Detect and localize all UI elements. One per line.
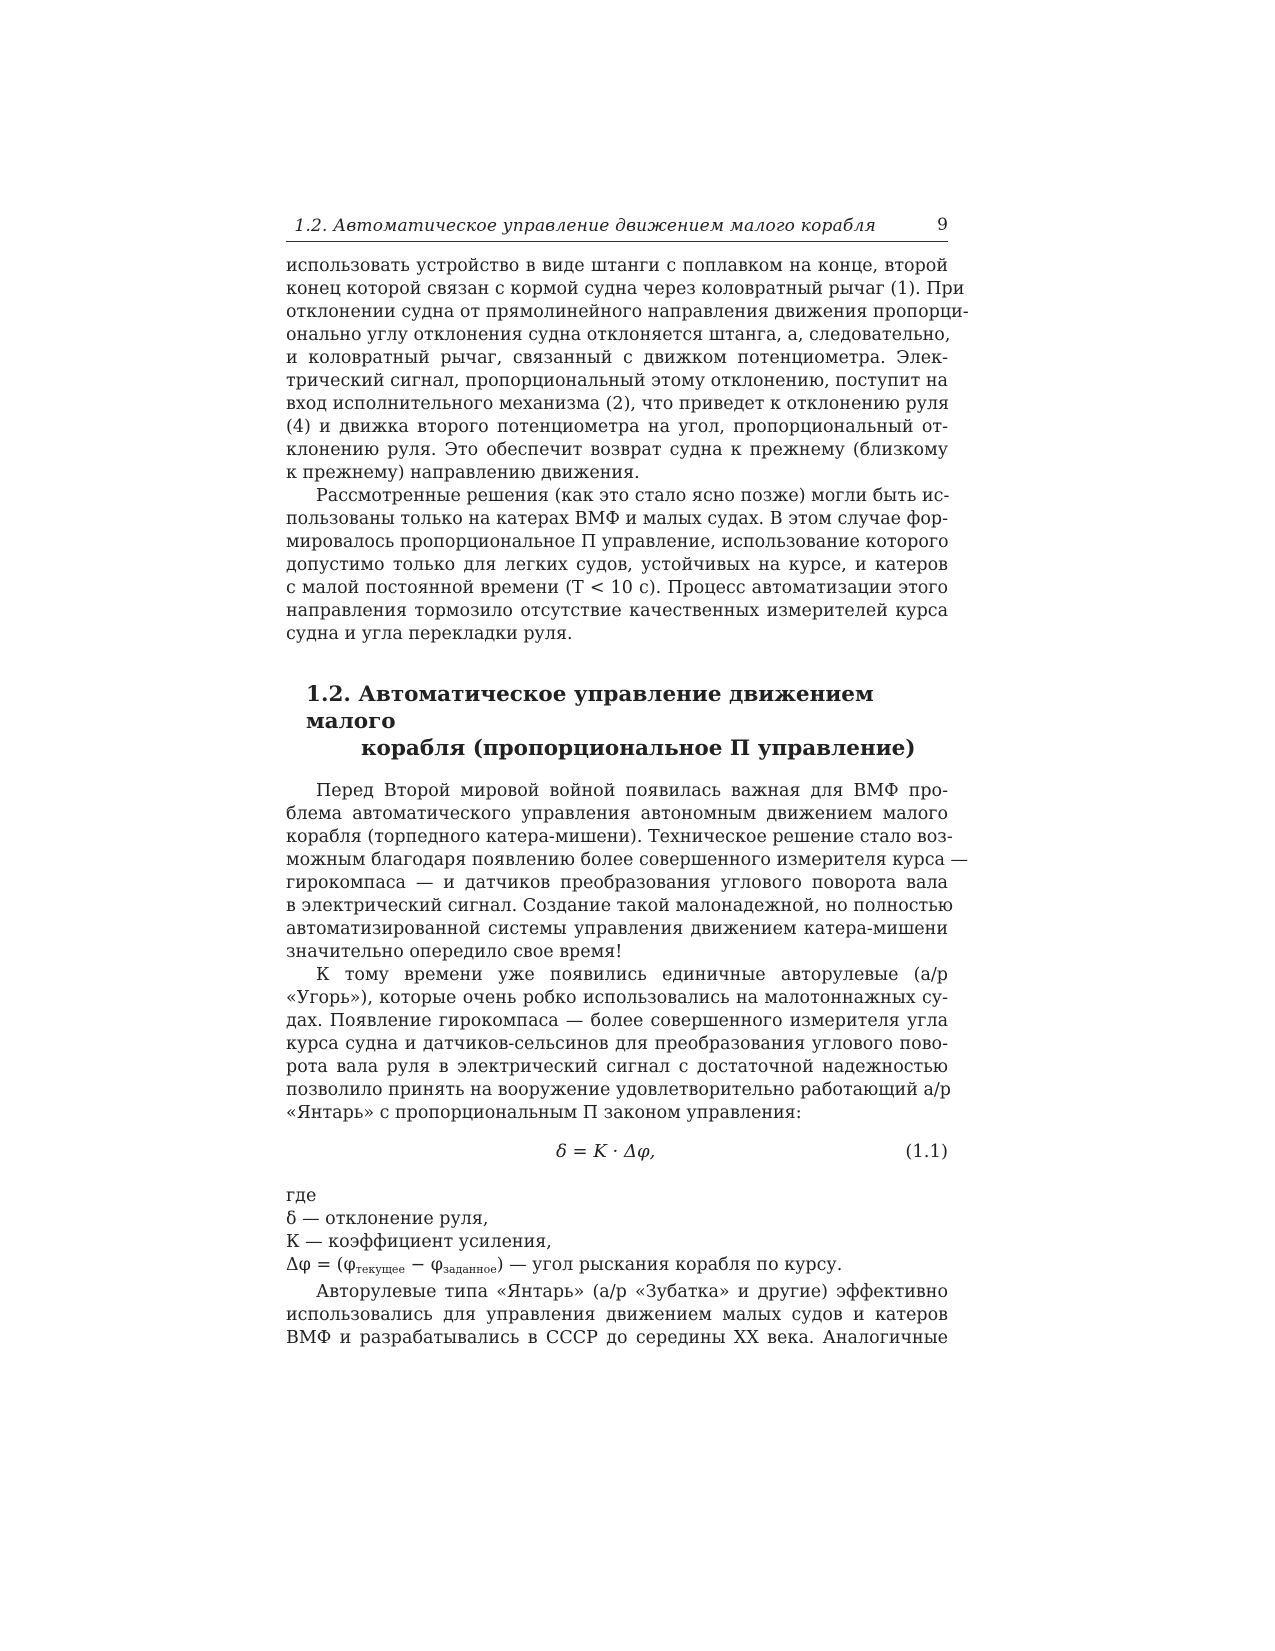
text-line: «Угорь»), которые очень робко использовались на малотоннажных су- xyxy=(286,988,948,1008)
equation-number: (1.1) xyxy=(905,1141,948,1162)
text-line: использовать устройство в виде штанги с поплавком на конце, второй xyxy=(286,256,948,276)
section-heading-line: корабля (пропорциональное П управление) xyxy=(361,736,916,761)
text-line: К тому времени уже появились единичные авторулевые (а/р xyxy=(316,965,948,985)
paragraph-autopilots xyxy=(286,964,951,1125)
text-line: мировалось пропорциональное П управление, использование которого xyxy=(286,532,949,552)
text-line: дах. Появление гирокомпаса — более совершенного измерителя угла xyxy=(286,1011,948,1031)
paragraph-solutions xyxy=(286,485,948,646)
paragraph-wwii xyxy=(286,780,969,964)
book-page xyxy=(286,215,969,1350)
dphi-rhs: ) — угол рыскания корабля по курсу. xyxy=(496,1255,843,1275)
text-line: гирокомпаса — и датчиков преобразования углового поворота вала xyxy=(286,873,948,893)
text-line: вход исполнительного механизма (2), что приведет к отклонению руля xyxy=(286,394,950,414)
definitions-intro: где xyxy=(286,1186,317,1206)
text-line: клонению руля. Это обеспечит возврат судна к прежнему (близкому xyxy=(286,440,948,460)
running-header xyxy=(286,215,948,242)
page-number: 9 xyxy=(937,215,948,235)
text-line: судна и угла перекладки руля. xyxy=(286,624,573,644)
text-line: Перед Второй мировой войной появилась важная для ВМФ про- xyxy=(316,781,948,801)
text-line: рота вала руля в электрический сигнал с достаточной надежностью xyxy=(286,1057,948,1077)
text-line: и коловратный рычаг, связанный с движком потенциометра. Элек- xyxy=(286,348,948,368)
text-line: позволило принять на вооружение удовлетворительно работающий а/р xyxy=(286,1080,951,1100)
text-line: к прежнему) направлению движения. xyxy=(286,463,640,483)
text-line: ВМФ и разрабатывались в СССР до середины XX века. Аналогичные xyxy=(286,1328,948,1348)
dphi-lhs: Δφ = (φ xyxy=(286,1255,356,1275)
subscript-set: заданное xyxy=(443,1263,497,1276)
text-line: онально углу отклонения судна отклоняется штанга, а, следовательно, xyxy=(286,325,951,345)
text-line: использовались для управления движением малых судов и катеров xyxy=(286,1305,948,1325)
definition-dphi xyxy=(286,1254,948,1281)
equation xyxy=(286,1135,948,1175)
text-line: блема автоматического управления автономным движением малого xyxy=(286,804,948,824)
text-line: можным благодаря появлению более совершенного измерителя курса — xyxy=(286,850,969,870)
paragraph-continuation xyxy=(286,255,969,485)
equation-expression: δ = K · Δφ, xyxy=(556,1141,656,1162)
variable-definitions xyxy=(286,1185,948,1281)
subscript-current: текущее xyxy=(355,1263,405,1276)
section-heading xyxy=(286,681,948,762)
text-line: допустимо только для легких судов, устойчивых на курсе, и катеров xyxy=(286,555,948,575)
text-line: отклонении судна от прямолинейного направления движения пропорци- xyxy=(286,302,969,322)
definition-delta: δ — отклонение руля, xyxy=(286,1209,489,1229)
section-heading-line: 1.2. Автоматическое управление движением малого xyxy=(306,682,874,734)
running-title: 1.2. Автоматическое управление движением малого корабля xyxy=(294,216,876,236)
paragraph-yantar xyxy=(286,1281,948,1350)
text-line: «Янтарь» с пропорциональным П законом управления: xyxy=(286,1103,802,1123)
text-line: с малой постоянной времени (T < 10 с). Процесс автоматизации этого xyxy=(286,578,948,598)
definition-k: К — коэффициент усиления, xyxy=(286,1232,552,1252)
text-line: Авторулевые типа «Янтарь» (а/р «Зубатка» и другие) эффективно xyxy=(316,1282,948,1302)
text-line: (4) и движка второго потенциометра на угол, пропорциональный от- xyxy=(286,417,948,437)
text-line: автоматизированной системы управления движением катера-мишени xyxy=(286,919,948,939)
text-line: пользованы только на катерах ВМФ и малых судах. В этом случае фор- xyxy=(286,509,948,529)
text-line: Рассмотренные решения (как это стало ясно позже) могли быть ис- xyxy=(316,486,950,506)
text-line: трический сигнал, пропорциональный этому отклонению, поступит на xyxy=(286,371,948,391)
text-line: конец которой связан с кормой судна через коловратный рычаг (1). При xyxy=(286,279,965,299)
text-line: корабля (торпедного катера-мишени). Техническое решение стало воз- xyxy=(286,827,953,847)
text-line: значительно опередило свое время! xyxy=(286,942,623,962)
text-line: в электрический сигнал. Создание такой малонадежной, но полностью xyxy=(286,896,953,916)
dphi-minus: − φ xyxy=(404,1255,444,1275)
text-line: курса судна и датчиков-сельсинов для преобразования углового пово- xyxy=(286,1034,948,1054)
text-line: направления тормозило отсутствие качественных измерителей курса xyxy=(286,601,948,621)
